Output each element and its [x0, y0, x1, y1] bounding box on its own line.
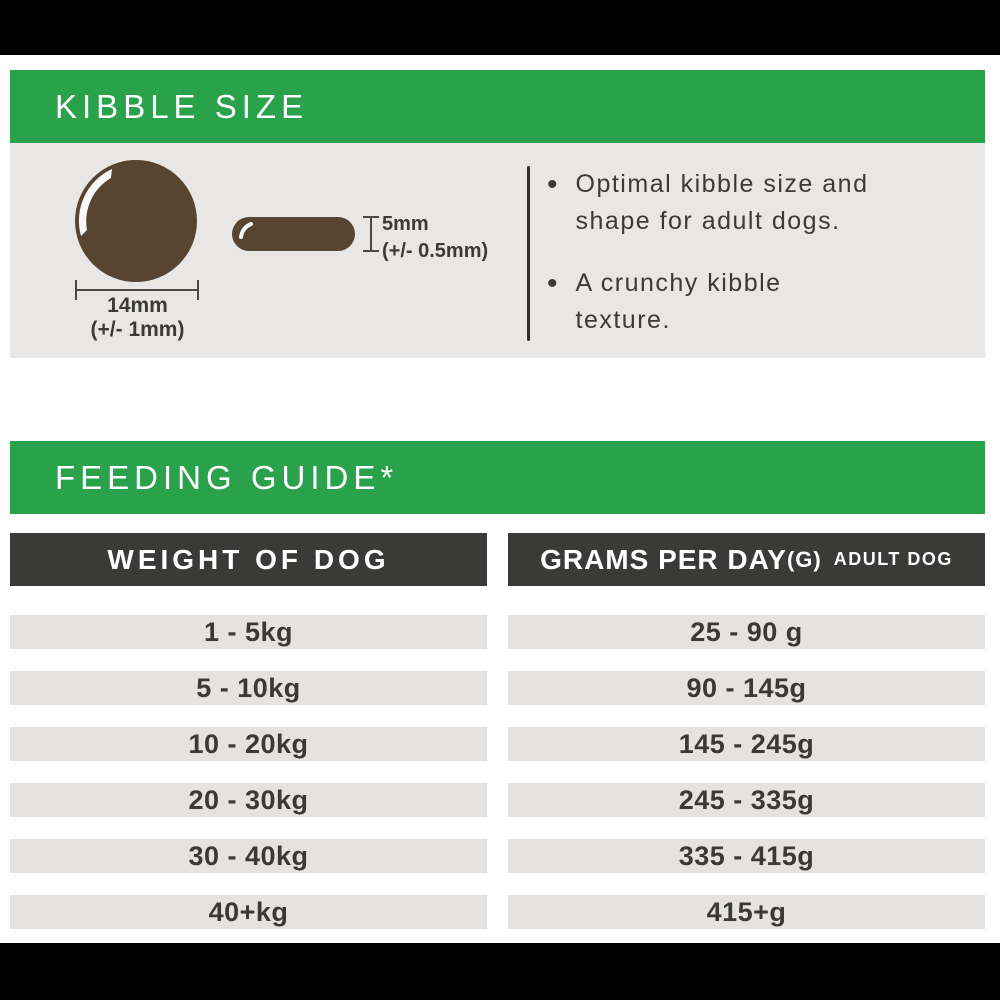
- table-row-grams: 335 - 415g: [508, 839, 985, 873]
- thickness-value: 5mm: [382, 213, 429, 235]
- table-row-grams: 245 - 335g: [508, 783, 985, 817]
- bullet-dot-icon: •: [547, 267, 558, 300]
- vertical-divider: [527, 166, 530, 341]
- bullet-item-2: [547, 265, 782, 339]
- table-row-weight: 40+kg: [10, 895, 487, 929]
- grams-note-label: ADULT DOG: [833, 549, 953, 569]
- kibble-size-title: KIBBLE SIZE: [55, 87, 309, 125]
- feeding-guide-title: FEEDING GUIDE*: [55, 458, 399, 496]
- thickness-label: [382, 211, 488, 265]
- table-row-weight: 20 - 30kg: [10, 783, 487, 817]
- top-black-bar: [0, 0, 1000, 55]
- table-row-weight: 10 - 20kg: [10, 727, 487, 761]
- bullet-1-line-1: Optimal kibble size and: [575, 170, 869, 198]
- table-row-grams: 25 - 90 g: [508, 615, 985, 649]
- bullet-text-2: [576, 265, 782, 339]
- table-row-grams: 90 - 145g: [508, 671, 985, 705]
- diameter-value: 14mm: [107, 294, 168, 317]
- bottom-black-bar: [0, 943, 1000, 1000]
- kibble-illustration-panel: [10, 143, 985, 358]
- weight-column-rows: [10, 615, 487, 951]
- diameter-label: [50, 294, 225, 342]
- table-row-weight: 1 - 5kg: [10, 615, 487, 649]
- weight-column-header: [10, 533, 487, 586]
- bullet-item-1: [547, 166, 868, 240]
- round-kibble-shape: [75, 160, 197, 282]
- thickness-dimension-line: [363, 217, 379, 251]
- bullet-text-1: [576, 166, 869, 240]
- bullet-1-line-2: shape for adult dogs.: [575, 207, 841, 235]
- grams-unit-label: (G): [786, 546, 822, 572]
- table-row-weight: 30 - 40kg: [10, 839, 487, 873]
- bullet-2-line-2: texture.: [575, 306, 671, 334]
- bullet-2-line-1: A crunchy kibble: [575, 269, 782, 297]
- grams-column-rows: [508, 615, 985, 951]
- grams-header-label: GRAMS PER DAY: [540, 543, 787, 575]
- bullet-dot-icon: •: [547, 168, 558, 201]
- diameter-tolerance: (+/- 1mm): [90, 318, 185, 341]
- weight-header-label: WEIGHT OF DOG: [107, 543, 390, 575]
- kibble-size-header: [10, 70, 985, 143]
- thickness-tolerance: (+/- 0.5mm): [382, 240, 489, 262]
- table-row-grams: 415+g: [508, 895, 985, 929]
- table-row-weight: 5 - 10kg: [10, 671, 487, 705]
- table-row-grams: 145 - 245g: [508, 727, 985, 761]
- feeding-guide-header: [10, 441, 985, 514]
- grams-column-header: [508, 533, 985, 586]
